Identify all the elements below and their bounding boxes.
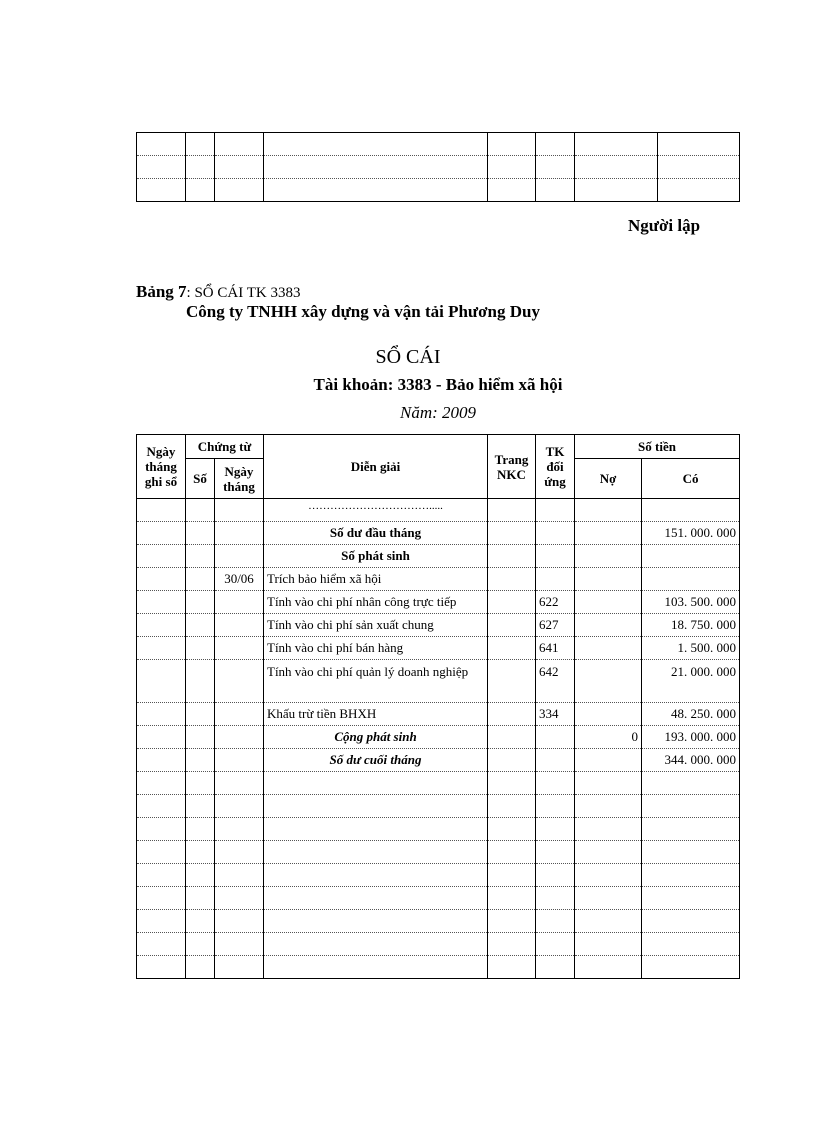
empty-cell — [575, 910, 642, 933]
empty-cell — [575, 818, 642, 841]
cell-description: Số phát sinh — [264, 545, 488, 568]
empty-cell — [488, 772, 536, 795]
empty-cell — [536, 772, 575, 795]
empty-cell — [642, 772, 740, 795]
table-row — [137, 703, 740, 726]
cell-voucher-date — [215, 591, 264, 614]
table-row — [137, 499, 740, 522]
cell-description: Trích bảo hiểm xã hội — [264, 568, 488, 591]
table-row — [137, 637, 740, 660]
empty-cell — [488, 818, 536, 841]
table-row — [137, 545, 740, 568]
empty-cell — [137, 887, 186, 910]
empty-cell — [264, 772, 488, 795]
cell-voucher-no — [186, 545, 215, 568]
table-row — [137, 591, 740, 614]
empty-cell — [215, 795, 264, 818]
empty-cell — [215, 864, 264, 887]
empty-cell — [642, 795, 740, 818]
signer-label: Người lập — [628, 216, 701, 235]
empty-cell — [575, 772, 642, 795]
empty-cell — [536, 956, 575, 979]
empty-cell — [642, 818, 740, 841]
cell-debit — [575, 568, 642, 591]
table-row — [137, 133, 740, 156]
cell-debit — [575, 591, 642, 614]
empty-cell — [642, 956, 740, 979]
cell-debit — [575, 499, 642, 522]
empty-cell — [137, 772, 186, 795]
cell-contra-account: 642 — [536, 660, 575, 703]
empty-cell — [536, 818, 575, 841]
cell-page — [488, 614, 536, 637]
empty-cell — [137, 795, 186, 818]
empty-cell — [642, 933, 740, 956]
cell-voucher-no — [186, 499, 215, 522]
cell-voucher-date — [215, 499, 264, 522]
cell-contra-account — [536, 522, 575, 545]
table-row — [137, 568, 740, 591]
empty-cell — [575, 956, 642, 979]
cell-credit: 48. 250. 000 — [642, 703, 740, 726]
empty-cell — [575, 864, 642, 887]
header-date: Ngày tháng ghi sổ — [137, 435, 186, 499]
empty-cell — [536, 864, 575, 887]
cell-date — [137, 614, 186, 637]
cell-date — [137, 591, 186, 614]
cell-page — [488, 545, 536, 568]
caption-text: : SỔ CÁI TK 3383 — [186, 285, 301, 301]
table-row — [137, 726, 740, 749]
table-row — [137, 841, 740, 864]
cell-voucher-date: 30/06 — [215, 568, 264, 591]
table-row — [137, 772, 740, 795]
empty-cell — [264, 818, 488, 841]
table-row — [137, 910, 740, 933]
table-caption — [136, 282, 300, 302]
empty-cell — [488, 956, 536, 979]
empty-cell — [215, 910, 264, 933]
cell-date — [137, 568, 186, 591]
cell-voucher-no — [186, 591, 215, 614]
cell-debit — [575, 545, 642, 568]
empty-cell — [215, 772, 264, 795]
empty-cell — [488, 910, 536, 933]
table-row — [137, 614, 740, 637]
empty-cell — [536, 887, 575, 910]
cell-voucher-no — [186, 660, 215, 703]
header-page: Trang NKC — [488, 435, 536, 499]
cell-debit: 0 — [575, 726, 642, 749]
cell-page — [488, 499, 536, 522]
cell-description: ……………………………..... — [264, 499, 488, 522]
empty-cell — [642, 864, 740, 887]
cell-description: Số dư cuối tháng — [264, 749, 488, 772]
cell-debit — [575, 660, 642, 703]
cell-voucher-no — [186, 614, 215, 637]
header-voucher-date: Ngày tháng — [215, 459, 264, 499]
general-ledger-table — [136, 434, 740, 979]
cell-credit: 151. 000. 000 — [642, 522, 740, 545]
cell-voucher-no — [186, 522, 215, 545]
table-row — [137, 156, 740, 179]
cell-date — [137, 499, 186, 522]
cell-contra-account: 622 — [536, 591, 575, 614]
empty-cell — [186, 795, 215, 818]
cell-contra-account: 627 — [536, 614, 575, 637]
empty-cell — [264, 864, 488, 887]
cell-voucher-no — [186, 637, 215, 660]
cell-contra-account — [536, 545, 575, 568]
empty-cell — [186, 841, 215, 864]
cell-voucher-date — [215, 726, 264, 749]
empty-cell — [488, 841, 536, 864]
cell-credit: 18. 750. 000 — [642, 614, 740, 637]
empty-cell — [264, 841, 488, 864]
empty-cell — [575, 795, 642, 818]
cell-page — [488, 591, 536, 614]
cell-credit: 103. 500. 000 — [642, 591, 740, 614]
cell-debit — [575, 637, 642, 660]
empty-cell — [186, 818, 215, 841]
cell-credit: 193. 000. 000 — [642, 726, 740, 749]
cell-credit — [642, 568, 740, 591]
fiscal-year: Năm: 2009 — [399, 403, 477, 422]
empty-cell — [536, 910, 575, 933]
empty-cell — [137, 841, 186, 864]
cell-debit — [575, 749, 642, 772]
empty-cell — [642, 841, 740, 864]
cell-debit — [575, 703, 642, 726]
header-description: Diễn giải — [264, 435, 488, 499]
ledger-title: SỔ CÁI — [375, 346, 441, 368]
empty-cell — [186, 864, 215, 887]
cell-credit — [642, 545, 740, 568]
cell-contra-account — [536, 568, 575, 591]
cell-credit: 21. 000. 000 — [642, 660, 740, 703]
empty-cell — [186, 887, 215, 910]
table-row — [137, 956, 740, 979]
cell-voucher-no — [186, 568, 215, 591]
cell-page — [488, 749, 536, 772]
caption-label: Bảng 7 — [136, 282, 187, 301]
table-row — [137, 864, 740, 887]
table-row — [137, 522, 740, 545]
empty-cell — [488, 795, 536, 818]
empty-cell — [488, 933, 536, 956]
empty-cell — [215, 887, 264, 910]
cell-date — [137, 660, 186, 703]
cell-description: Số dư đầu tháng — [264, 522, 488, 545]
empty-cell — [137, 864, 186, 887]
empty-cell — [488, 864, 536, 887]
account-title: Tài khoản: 3383 - Bảo hiểm xã hội — [313, 375, 563, 394]
cell-voucher-no — [186, 726, 215, 749]
empty-cell — [536, 795, 575, 818]
header-credit: Có — [642, 459, 740, 499]
empty-cell — [264, 910, 488, 933]
table-row — [137, 933, 740, 956]
empty-cell — [137, 933, 186, 956]
cell-voucher-date — [215, 522, 264, 545]
cell-contra-account — [536, 749, 575, 772]
header-voucher: Chứng từ — [186, 435, 264, 459]
cell-credit — [642, 499, 740, 522]
empty-cell — [642, 887, 740, 910]
cell-date — [137, 726, 186, 749]
empty-cell — [186, 910, 215, 933]
header-contra-account: TK đối ứng — [536, 435, 575, 499]
empty-cell — [575, 887, 642, 910]
cell-date — [137, 703, 186, 726]
cell-voucher-date — [215, 637, 264, 660]
empty-cell — [536, 933, 575, 956]
empty-cell — [536, 841, 575, 864]
empty-cell — [488, 887, 536, 910]
cell-description: Tính vào chi phí bán hàng — [264, 637, 488, 660]
empty-cell — [264, 887, 488, 910]
cell-credit: 1. 500. 000 — [642, 637, 740, 660]
cell-description: Tính vào chi phí nhân công trực tiếp — [264, 591, 488, 614]
empty-cell — [186, 933, 215, 956]
empty-cell — [575, 933, 642, 956]
empty-cell — [264, 933, 488, 956]
table-row — [137, 749, 740, 772]
empty-cell — [137, 910, 186, 933]
cell-page — [488, 660, 536, 703]
empty-cell — [264, 956, 488, 979]
empty-cell — [215, 933, 264, 956]
cell-page — [488, 703, 536, 726]
cell-contra-account — [536, 499, 575, 522]
empty-cell — [642, 910, 740, 933]
company-name: Công ty TNHH xây dựng và vận tải Phương Duy — [186, 302, 540, 321]
cell-credit: 344. 000. 000 — [642, 749, 740, 772]
empty-cell — [215, 956, 264, 979]
table-row — [137, 179, 740, 202]
empty-cell — [264, 795, 488, 818]
cell-date — [137, 749, 186, 772]
cell-page — [488, 522, 536, 545]
cell-voucher-no — [186, 749, 215, 772]
cell-debit — [575, 522, 642, 545]
cell-contra-account: 641 — [536, 637, 575, 660]
header-debit: Nợ — [575, 459, 642, 499]
table-row — [137, 818, 740, 841]
cell-description: Tính vào chi phí quản lý doanh nghiệp — [264, 660, 488, 703]
cell-voucher-date — [215, 545, 264, 568]
table-row — [137, 887, 740, 910]
previous-ledger-fragment — [136, 132, 740, 202]
cell-description: Khấu trừ tiền BHXH — [264, 703, 488, 726]
cell-contra-account: 334 — [536, 703, 575, 726]
cell-voucher-date — [215, 660, 264, 703]
cell-date — [137, 522, 186, 545]
header-voucher-no: Số — [186, 459, 215, 499]
empty-cell — [186, 956, 215, 979]
empty-cell — [215, 818, 264, 841]
cell-voucher-date — [215, 703, 264, 726]
cell-page — [488, 637, 536, 660]
cell-date — [137, 545, 186, 568]
cell-description: Cộng phát sinh — [264, 726, 488, 749]
cell-page — [488, 568, 536, 591]
empty-cell — [186, 772, 215, 795]
cell-voucher-no — [186, 703, 215, 726]
cell-voucher-date — [215, 614, 264, 637]
cell-voucher-date — [215, 749, 264, 772]
empty-cell — [137, 956, 186, 979]
empty-cell — [137, 818, 186, 841]
cell-contra-account — [536, 726, 575, 749]
empty-cell — [575, 841, 642, 864]
cell-description: Tính vào chi phí sản xuất chung — [264, 614, 488, 637]
empty-cell — [215, 841, 264, 864]
cell-date — [137, 637, 186, 660]
cell-debit — [575, 614, 642, 637]
table-row — [137, 795, 740, 818]
header-amount: Số tiền — [575, 435, 740, 459]
cell-page — [488, 726, 536, 749]
table-row — [137, 660, 740, 703]
